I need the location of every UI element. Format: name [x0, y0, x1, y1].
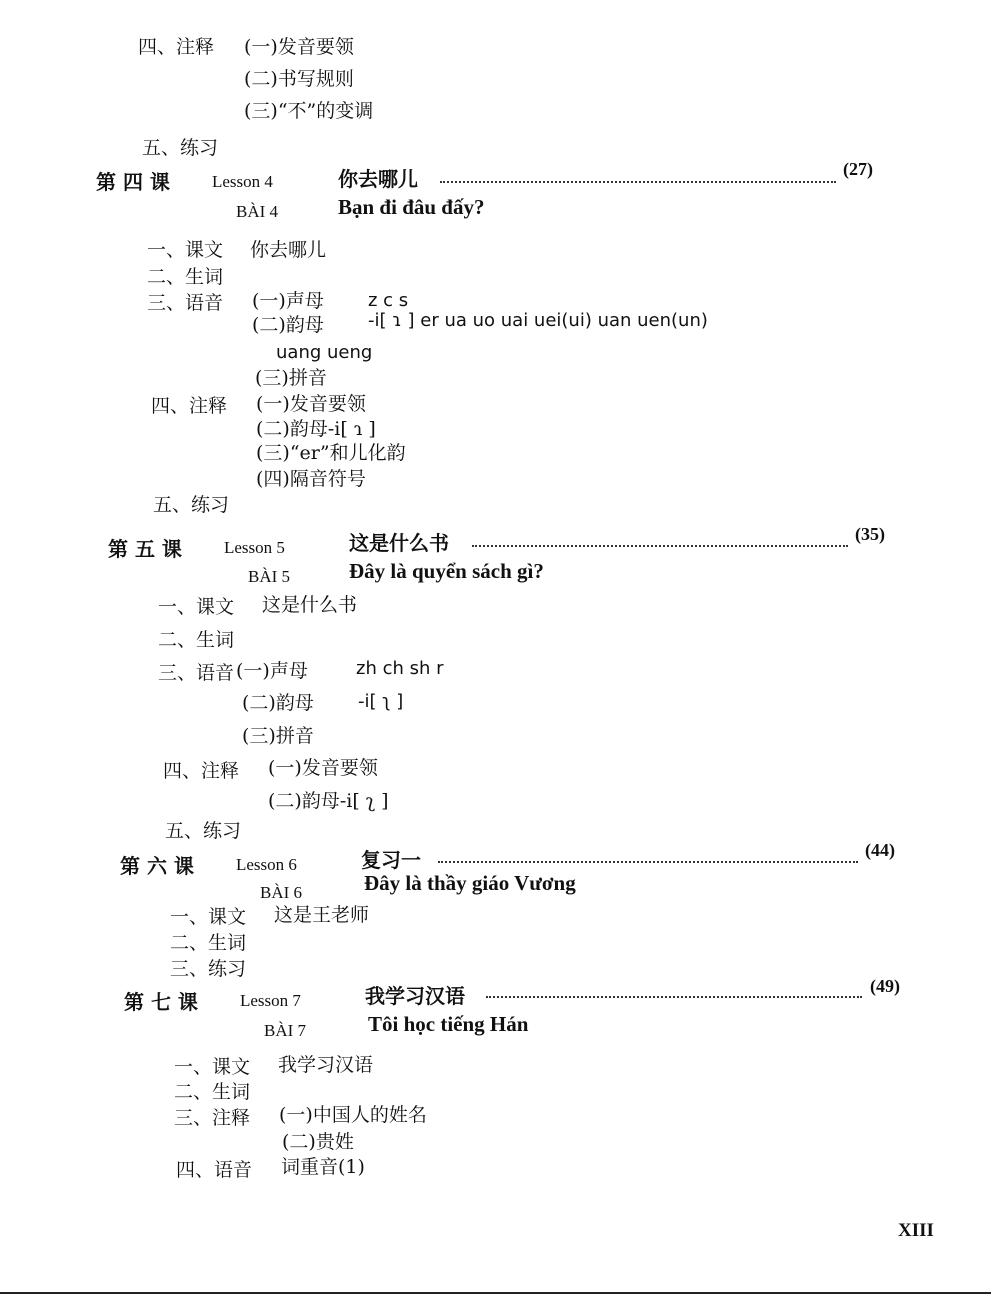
item-notes-label: 四、注释 — [163, 760, 240, 782]
lesson-title-vi: Đây là thầy giáo Vương — [364, 871, 576, 895]
lesson-title-cn: 你去哪儿 — [338, 167, 418, 191]
phonetics-pinyin: (三)拼音 — [242, 725, 314, 747]
lesson-number-en: Lesson 6 — [236, 855, 297, 874]
leader-dots — [472, 545, 848, 547]
lesson-number-cn: 第 四 课 — [96, 170, 170, 194]
note-line: (二)韵母-i[ ɿ ] — [256, 418, 376, 440]
lesson-number-en: Lesson 7 — [240, 991, 301, 1010]
lesson-title-vi: Đây là quyển sách gì? — [349, 559, 544, 583]
note-line: (四)隔音符号 — [256, 468, 366, 490]
phonetics-initials-values: zh ch sh r — [356, 658, 444, 679]
item-text-title: 这是什么书 — [262, 594, 358, 616]
lesson-number-vi: BÀI 5 — [248, 567, 291, 586]
item-text-label: 一、课文 — [170, 906, 247, 928]
leader-dots — [486, 996, 862, 998]
note-line: (一)发音要领 — [244, 36, 354, 58]
item-vocab: 二、生词 — [170, 932, 247, 954]
phonetics-initials: (一)声母 — [252, 290, 324, 312]
item-phonetics-label: 四、语音 — [176, 1159, 253, 1181]
phonetics-title: 词重音(1) — [281, 1156, 365, 1178]
lesson-number-vi: BÀI 7 — [264, 1021, 307, 1040]
item-text-title: 你去哪儿 — [250, 239, 327, 261]
item-text-title: 这是王老师 — [274, 904, 370, 926]
lesson-title-cn: 复习一 — [361, 848, 421, 872]
note-line: (一)中国人的姓名 — [279, 1104, 427, 1126]
item-phonetics-label: 三、语音 — [147, 292, 224, 314]
lesson-number-vi: BÀI 4 — [236, 202, 279, 221]
item-vocab: 二、生词 — [174, 1081, 251, 1103]
lesson-title-vi: Tôi học tiếng Hán — [368, 1012, 529, 1036]
lesson-number-cn: 第 六 课 — [120, 854, 194, 878]
note-line: (三)“er”和儿化韵 — [256, 442, 406, 464]
item-notes-label: 三、注释 — [174, 1107, 251, 1129]
note-line: (三)“不”的变调 — [244, 100, 374, 122]
leader-dots — [440, 181, 836, 183]
item-exercise: 五、练习 — [165, 820, 242, 842]
phonetics-finals-values: -i[ ʅ ] — [358, 691, 404, 712]
item-phonetics-label: 三、语音 — [158, 662, 235, 684]
note-line: (一)发音要领 — [256, 393, 366, 415]
item-exercise: 五、练习 — [142, 137, 219, 159]
item-vocab: 二、生词 — [158, 629, 235, 651]
lesson-title-cn: 这是什么书 — [349, 531, 449, 555]
item-notes-label: 四、注释 — [138, 36, 215, 58]
phonetics-finals: (二)韵母 — [252, 314, 324, 336]
bottom-rule — [0, 1292, 991, 1294]
page-number: XIII — [898, 1220, 934, 1241]
page-ref: (49) — [870, 976, 900, 996]
item-exercise: 三、练习 — [170, 958, 247, 980]
lesson-number-en: Lesson 4 — [212, 172, 273, 191]
phonetics-pinyin: (三)拼音 — [255, 367, 327, 389]
item-text-label: 一、课文 — [158, 596, 235, 618]
item-vocab: 二、生词 — [147, 266, 224, 288]
item-text-label: 一、课文 — [147, 239, 224, 261]
page-ref: (44) — [865, 840, 895, 860]
item-exercise: 五、练习 — [153, 494, 230, 516]
note-line: (一)发音要领 — [268, 757, 378, 779]
phonetics-initials-values: z c s — [368, 290, 409, 311]
phonetics-finals: (二)韵母 — [242, 692, 314, 714]
note-line: (二)韵母-i[ ʅ ] — [268, 790, 389, 812]
note-line: (二)贵姓 — [282, 1131, 354, 1153]
page-ref: (27) — [843, 159, 873, 179]
item-text-title: 我学习汉语 — [278, 1054, 374, 1076]
item-notes-label: 四、注释 — [151, 395, 228, 417]
item-text-label: 一、课文 — [174, 1056, 251, 1078]
phonetics-finals-values: -i[ ɿ ] er ua uo uai uei(ui) uan uen(un) — [368, 310, 708, 331]
lesson-title-cn: 我学习汉语 — [365, 984, 465, 1008]
lesson-number-vi: BÀI 6 — [260, 883, 303, 902]
leader-dots — [438, 861, 858, 863]
lesson-number-cn: 第 五 课 — [108, 537, 182, 561]
page-ref: (35) — [855, 524, 885, 544]
lesson-number-cn: 第 七 课 — [124, 990, 198, 1014]
lesson-title-vi: Bạn đi đâu đấy? — [338, 195, 485, 219]
note-line: (二)书写规则 — [244, 68, 354, 90]
phonetics-initials: (一)声母 — [236, 660, 308, 682]
lesson-number-en: Lesson 5 — [224, 538, 285, 557]
phonetics-finals-values-cont: uang ueng — [276, 342, 373, 363]
